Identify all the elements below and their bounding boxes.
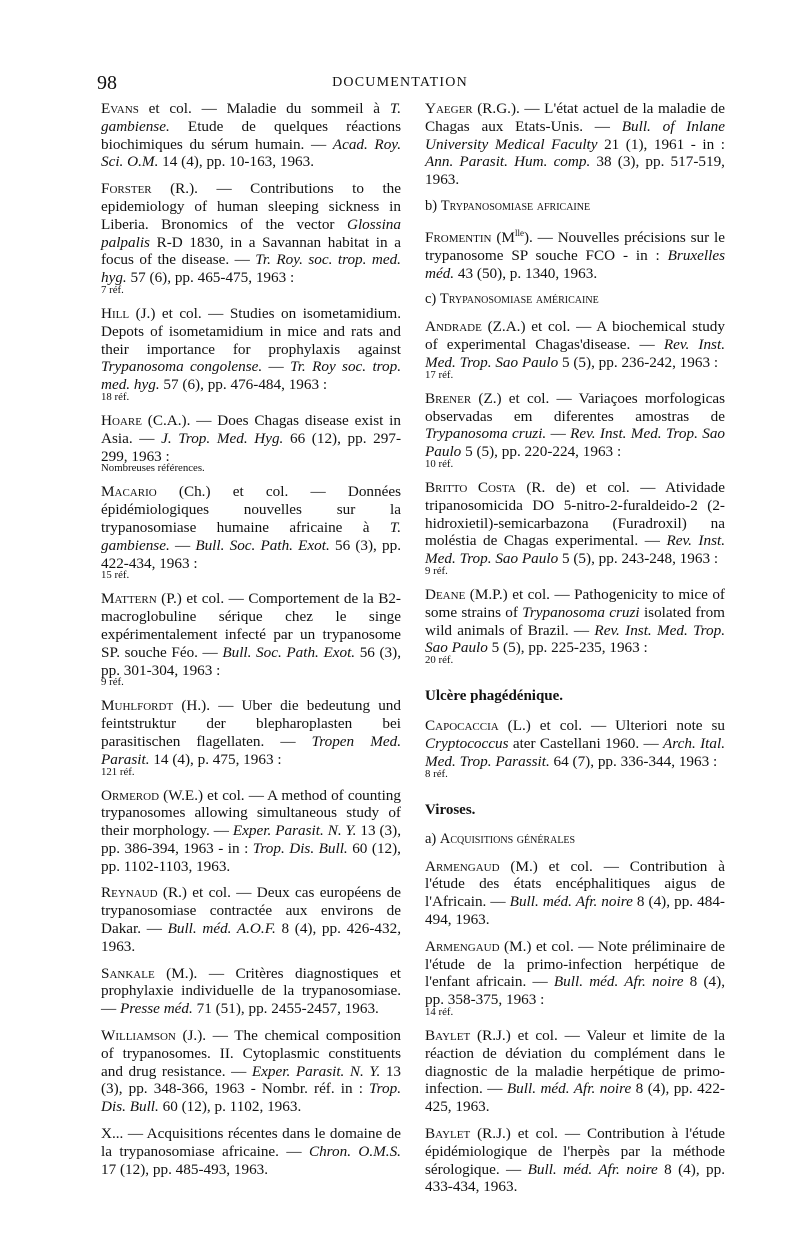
- entry-text: [425, 717, 725, 770]
- entry-reference-count: 9 réf.: [425, 565, 448, 577]
- entry-text: [101, 697, 401, 768]
- entry-text: [425, 479, 725, 568]
- bibliography-entry: [425, 100, 725, 189]
- entry-citation: 21 (1), 1961 - in :: [597, 135, 725, 153]
- entry-citation-secondary: 60 (12), p. 1102, 1963.: [158, 1098, 302, 1116]
- entry-citation: 64 (7), pp. 336-344, 1963 :: [549, 752, 718, 770]
- entry-journal: Bull. Soc. Path. Exot.: [195, 536, 330, 554]
- entry-journal: Exper. Parasit. N. Y.: [251, 1062, 381, 1080]
- entry-text-cont: ater Castellani 1960. —: [508, 734, 664, 752]
- entry-journal-secondary: Trop. Dis. Bull.: [101, 1080, 401, 1116]
- entry-journal: Bull. méd. Afr. noire: [553, 973, 684, 991]
- entry-author: Hoare: [101, 411, 142, 429]
- entry-species: Trypanosoma cruzi.: [425, 425, 547, 443]
- entry-author: Andrade: [425, 318, 482, 336]
- entry-species: Cryptococcus: [425, 734, 509, 752]
- bibliography-entry: [425, 479, 725, 577]
- entry-citation: 14 (4), pp. 10-163, 1963.: [158, 153, 315, 171]
- entry-reference-count: 9 réf.: [101, 676, 124, 689]
- entry-author: Armengaud: [425, 937, 500, 955]
- entry-title: (R.) et col. — Deux cas européens de trypanosomiase contractée aux environs de Dakar. —: [101, 884, 401, 938]
- entry-journal: Bull. méd. Afr. noire: [506, 1080, 632, 1098]
- entry-journal-secondary: Ann. Parasit. Hum. comp.: [425, 153, 591, 171]
- entry-citation: 14 (4), p. 475, 1963 :: [149, 750, 282, 768]
- bibliography-entry: [101, 1027, 401, 1116]
- entry-species: T. gambiense.: [101, 518, 401, 554]
- entry-species: T. gambiense.: [101, 100, 401, 135]
- right-column: [425, 100, 725, 1205]
- bibliography-entry: [101, 412, 401, 474]
- subsection-b-heading: [425, 198, 725, 215]
- entry-reference-count: 14 réf.: [425, 1005, 454, 1018]
- entry-journal: Tr. Roy soc. trop. med. hyg.: [101, 358, 401, 394]
- entry-title: (H.). — Uber die bedeutung und feintstruktur der blepharoplasten bei parasitischen flagellaten. —: [101, 697, 401, 750]
- subsection-a-heading: [425, 831, 725, 848]
- entry-title: (Z.) et col. — Variaçoes morfologicas observadas em diferentes amostras de: [425, 389, 725, 425]
- entry-author: Brener: [425, 389, 472, 407]
- entry-journal-secondary: Trop. Dis. Bull.: [252, 839, 348, 857]
- entry-journal: Arch. Ital. Med. Trop. Parassit.: [425, 734, 725, 770]
- entry-text-cont: R-D 1830, in a Savannan habitat in a focus of the disease. —: [101, 233, 401, 269]
- entry-title: X... — Acquisitions récentes dans le domaine de la trypanosomiase africaine. —: [101, 1125, 401, 1160]
- entry-author: Muhlfordt: [101, 697, 174, 715]
- entry-title: (J.) et col. — Studies on isometamidium. Depots of isometamidium in mice and rats and their importance for prophylaxis against: [101, 304, 401, 358]
- entry-reference-count: 7 réf.: [101, 283, 124, 296]
- running-title: DOCUMENTATION: [332, 75, 468, 90]
- entry-citation-secondary: 38 (3), pp. 517-519, 1963.: [425, 153, 725, 189]
- entry-title: (R.G.). — L'état actuel de la maladie de Chagas aux Etats-Unis. —: [425, 100, 725, 135]
- entry-text: [101, 483, 401, 572]
- bibliography-entry: [101, 100, 401, 171]
- entry-author: Yaeger: [425, 100, 473, 117]
- bibliography-entry: [425, 717, 725, 779]
- entry-text: [101, 787, 401, 876]
- subsection-title: Trypanosomiase africaine: [440, 197, 591, 214]
- entry-title: (R.J.) et col. — Contribution à l'étude épidémiologique de l'herpès par la méthode sérologique. —: [425, 1124, 725, 1178]
- bibliography-entry: [101, 305, 401, 403]
- entry-author: Forster: [101, 180, 152, 198]
- entry-author: Britto Costa: [425, 479, 516, 497]
- entry-species: Glossina palpalis: [101, 215, 401, 251]
- entry-citation: 8 (4), pp. 358-375, 1963 :: [425, 973, 725, 1009]
- entry-journal: Exper. Parasit. N. Y.: [232, 822, 357, 840]
- entry-citation: 8 (4), pp. 426-432, 1963.: [101, 920, 402, 955]
- entry-citation: 5 (5), pp. 225-235, 1963 :: [487, 639, 648, 657]
- entry-journal: Rev. Inst. Med. Trop. Sao Paulo: [425, 336, 725, 372]
- entry-author: Armengaud: [425, 857, 500, 875]
- entry-title: (Ch.) et col. — Données épidémiologiques nouvelles sur la trypanosomiase humaine africaine à: [101, 483, 401, 536]
- entry-journal: Acad. Roy. Sci. O.M.: [101, 135, 401, 171]
- entry-author: Capocaccia: [425, 717, 499, 735]
- subsection-title: Acquisitions générales: [439, 830, 576, 847]
- entry-title-cont: ). — Nouvelles précisions sur le trypanosome SP souche FCO - in :: [425, 229, 725, 264]
- entry-text-cont: —: [262, 358, 291, 376]
- entry-title: (L.) et col. — Ulteriori note su: [498, 717, 725, 735]
- bibliography-entry: [101, 180, 401, 296]
- entry-title: (M.). — Critères diagnostiques et prophylaxie individuelle de la trypanosomiase. —: [101, 964, 401, 1018]
- entry-title: (W.E.) et col. — A method of counting trypanosomes allowing simultaneous study of their morphology. —: [101, 786, 401, 840]
- entry-text: [425, 225, 725, 282]
- entry-text: [101, 590, 401, 679]
- entry-text: [425, 858, 725, 929]
- entry-citation: 8 (4), pp. 422-425, 1963.: [425, 1080, 725, 1116]
- entry-author: Fromentin: [425, 229, 492, 247]
- entry-title: (R.). — Contributions to the epidemiology of human sleeping sickness in Liberia. Bronomics of the vector: [101, 180, 401, 233]
- entry-author: Reynaud: [101, 884, 158, 902]
- entry-title: (Z.A.) et col. — A biochemical study of experimental Chagas'disease. —: [425, 318, 725, 354]
- entry-reference-count: 121 réf.: [101, 765, 135, 778]
- entry-citation: 17 (12), pp. 485-493, 1963.: [101, 1160, 269, 1178]
- entry-reference-count: 20 réf.: [425, 654, 454, 667]
- entry-text: [101, 100, 401, 171]
- entry-title: (M.P.) et col. — Pathogenicity to mice of some strains of: [425, 586, 725, 621]
- entry-text: [425, 390, 725, 461]
- entry-journal: Tr. Roy. soc. trop. med. hyg.: [101, 251, 401, 287]
- entry-text: [101, 305, 401, 394]
- entry-reference-count: 8 réf.: [425, 767, 448, 780]
- entry-text: [101, 1027, 401, 1116]
- entry-species: Trypanosoma cruzi: [522, 603, 640, 621]
- bibliography-entry: [101, 483, 401, 581]
- subsection-letter: b): [425, 197, 441, 214]
- entry-citation: 66 (12), pp. 297-299, 1963 :: [101, 429, 401, 465]
- section-ulcere-heading: Ulcère phagédénique.: [425, 688, 564, 705]
- entry-journal: Tropen Med. Parasit.: [101, 732, 401, 768]
- entry-citation: 8 (4), pp. 484-494, 1963.: [425, 893, 725, 928]
- entry-title: (R. de) et col. — Atividade tripanosomicida DO 5-nitro-2-furaldeido-2 (2-hidroxietil)-semicarbazona (Furadroxil) na moléstia de Chagas experimental. —: [425, 479, 725, 550]
- entry-journal: Bull. Soc. Path. Exot.: [222, 643, 356, 661]
- left-column: [101, 100, 401, 1187]
- entry-text: [425, 938, 725, 1009]
- entry-author: Williamson: [101, 1027, 176, 1045]
- entry-author: Deane: [425, 586, 466, 603]
- entry-superscript: lle: [514, 227, 524, 238]
- entry-citation: 57 (6), pp. 476-484, 1963 :: [159, 376, 328, 394]
- entry-journal: Bull. méd. A.O.F.: [167, 920, 276, 938]
- entry-journal: Rev. Inst. Med. Trop. Sao Paulo: [425, 532, 725, 568]
- entry-reference-count: 10 réf.: [425, 458, 454, 471]
- bibliography-entry: [101, 590, 401, 688]
- entry-citation: 57 (6), pp. 465-475, 1963 :: [126, 269, 295, 287]
- entry-author: Ormerod: [101, 786, 160, 804]
- entry-author: Baylet: [425, 1026, 471, 1044]
- entry-title: (M: [491, 229, 515, 247]
- entry-citation: 43 (50), p. 1340, 1963.: [454, 264, 598, 282]
- bibliography-entry: [101, 965, 401, 1018]
- entry-journal: Bull. méd. Afr. noire: [527, 1160, 658, 1178]
- page-number: 98: [97, 72, 117, 94]
- entry-species: Trypanosoma congolense.: [101, 358, 263, 376]
- entry-citation: 71 (51), pp. 2455-2457, 1963.: [192, 1000, 379, 1018]
- entry-text: [101, 1125, 401, 1178]
- entry-title: (J.). — The chemical composition of trypanosomes. II. Cytoplasmic constituents and drug resistance. —: [101, 1027, 401, 1080]
- entry-title: (M.) et col. — Note préliminaire de l'étude de la primo-infection herpétique de l'enfant africain. —: [425, 937, 725, 991]
- bibliography-entry: [425, 390, 725, 470]
- bibliography-entry: [101, 1125, 401, 1178]
- entry-journal: Rev. Inst. Med. Trop. Sao Paulo: [425, 621, 726, 657]
- entry-author: Sankale: [101, 964, 155, 982]
- entry-text: [425, 100, 725, 189]
- entry-citation: 5 (5), pp. 243-248, 1963 :: [558, 550, 719, 568]
- entry-journal: Bruxelles méd.: [425, 246, 725, 282]
- entry-reference-count: Nombreuses références.: [101, 462, 205, 475]
- entry-text-cont: isolated from wild animals of Brazil. —: [425, 603, 725, 639]
- entry-citation-secondary: 60 (12), pp. 1102-1103, 1963.: [101, 839, 401, 875]
- entry-text-cont: —: [169, 536, 196, 554]
- entry-text-cont: Etude de quelques réactions biochimiques du sérum humain. —: [101, 117, 401, 153]
- entry-citation: 56 (3), pp. 301-304, 1963 :: [101, 643, 401, 679]
- entry-author: Evans: [101, 100, 139, 117]
- entry-text: [101, 412, 401, 465]
- entry-text: [425, 1125, 725, 1196]
- entry-title: (R.J.) et col. — Valeur et limite de la réaction de déviation du complément dans le diagnostic de la maladie herpétique de primo-infection. —: [425, 1026, 725, 1098]
- entry-text-cont: —: [546, 425, 571, 443]
- entry-text: [425, 586, 725, 657]
- entry-title: (C.A.). — Does Chagas disease exist in Asia. —: [101, 411, 401, 447]
- bibliography-entry: [101, 787, 401, 876]
- entry-journal: J. Trop. Med. Hyg.: [161, 429, 284, 447]
- bibliography-entry: [425, 586, 725, 666]
- subsection-c-heading: [425, 291, 725, 308]
- entry-reference-count: 15 réf.: [101, 569, 130, 582]
- bibliography-entry: [425, 938, 725, 1018]
- entry-citation: 13 (3), pp. 386-394, 1963 - in :: [101, 822, 402, 857]
- entry-author: Mattern: [101, 590, 157, 608]
- subsection-letter: a): [425, 830, 440, 847]
- subsection-letter: c): [425, 291, 440, 308]
- entry-reference-count: 18 réf.: [101, 390, 130, 403]
- entry-text: [101, 884, 401, 955]
- entry-journal: Bull. méd. Afr. noire: [509, 893, 633, 911]
- entry-author: Baylet: [425, 1124, 471, 1142]
- entry-text: [101, 965, 401, 1018]
- entry-journal: Chron. O.M.S.: [308, 1142, 401, 1160]
- bibliography-entry: [425, 225, 725, 282]
- entry-journal: Presse méd.: [119, 1000, 193, 1018]
- entry-citation: 5 (5), pp. 220-224, 1963 :: [461, 443, 622, 461]
- entry-title: (P.) et col. — Comportement de la B2-macroglobuline sérique chez le singe expérimentalement infecté par un trypanosome SP. souche Féo. —: [101, 590, 401, 661]
- entry-citation: 56 (3), pp. 422-434, 1963 :: [101, 536, 402, 572]
- bibliography-entry: [425, 1125, 725, 1196]
- entry-citation: 13 (3), pp. 348-366, 1963 - Nombr. réf. in :: [101, 1062, 401, 1098]
- bibliography-entry: [425, 318, 725, 380]
- entry-author: Macario: [101, 483, 157, 501]
- section-viroses-heading: Viroses.: [425, 801, 476, 818]
- entry-text: [425, 318, 725, 371]
- entry-title: (M.) et col. — Contribution à l'étude des états encéphalitiques aigus de l'Africain. —: [425, 857, 725, 911]
- subsection-title: Trypanosomiase américaine: [439, 291, 599, 308]
- entry-author: Hill: [101, 304, 130, 322]
- entry-journal: Rev. Inst. Med. Trop. Sao Paulo: [425, 425, 726, 461]
- entry-title: et col. — Maladie du sommeil à: [138, 100, 390, 117]
- entry-journal: Bull. of Inlane University Medical Faculty: [425, 117, 725, 153]
- entry-text: [101, 180, 401, 287]
- bibliography-entry: [425, 858, 725, 929]
- entry-citation: 5 (5), pp. 236-242, 1963 :: [558, 354, 719, 372]
- bibliography-entry: [101, 697, 401, 777]
- entry-text: [425, 1027, 725, 1116]
- bibliography-entry: [101, 884, 401, 955]
- entry-reference-count: 17 réf.: [425, 368, 454, 381]
- bibliography-entry: [425, 1027, 725, 1116]
- entry-citation: 8 (4), pp. 433-434, 1963.: [425, 1160, 725, 1196]
